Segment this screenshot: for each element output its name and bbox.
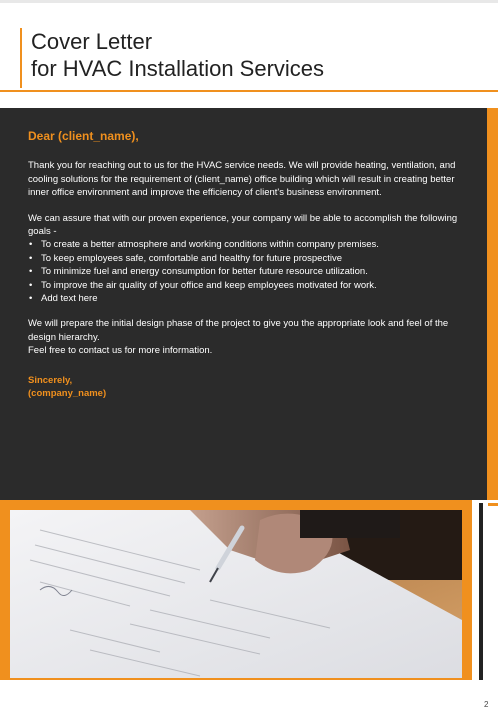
side-accent-strip: [487, 108, 498, 500]
letter-body: [28, 130, 458, 401]
photo-side-bar: [479, 503, 483, 680]
letter-paragraph-2: We can assure that with our proven experience, your company will be able to accomplish the following goals -: [28, 212, 458, 238]
signing-illustration: [10, 510, 462, 678]
goals-list: [28, 238, 458, 305]
page-title: [31, 28, 324, 82]
letter-paragraph-4: Feel free to contact us for more information.: [28, 345, 213, 357]
page-number: 2: [484, 700, 489, 709]
title-line-1: Cover Letter: [31, 29, 153, 54]
top-rule: [0, 0, 498, 3]
title-underline: [0, 90, 498, 92]
letter-paragraph-1: Thank you for reaching out to us for the HVAC service needs. We will provide heating, ventilation, and cooling solutions for the requirement of (client_name) office building which will result in creating better inner office environment and improve the efficiency of client's business environment.: [28, 160, 456, 199]
closing-text: Sincerely,: [28, 374, 73, 386]
title-accent-bar: [20, 28, 22, 88]
goal-item: • To keep employees safe, comfortable and healthy for future prospective: [28, 252, 458, 265]
letter-greeting: Dear (client_name),: [28, 129, 139, 143]
photo-side-accent: [488, 503, 498, 506]
goal-item: • Add text here: [28, 292, 458, 305]
letter-closing: [28, 374, 458, 401]
goal-item: • To minimize fuel and energy consumption for better future resource utilization.: [28, 265, 458, 278]
goal-item: • To create a better atmosphere and working conditions within company premises.: [28, 238, 458, 251]
title-line-2: for HVAC Installation Services: [31, 56, 325, 81]
signing-photo: [10, 510, 462, 678]
letter-paragraph-3: We will prepare the initial design phase of the project to give you the appropriate look and feel of the design hierarchy.: [28, 318, 449, 343]
signature-text: (company_name): [28, 388, 107, 400]
goal-item: • To improve the air quality of your office and keep employees motivated for work.: [28, 279, 458, 292]
